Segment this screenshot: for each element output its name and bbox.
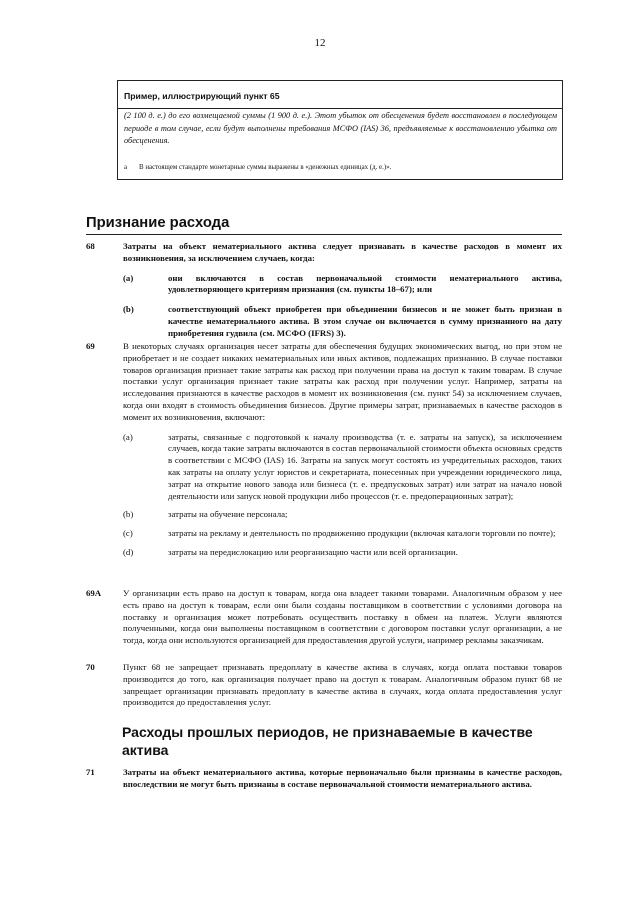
- paragraph-70: [86, 662, 562, 709]
- example-body: (2 100 д. е.) до его возмещаемой суммы (1 900 д. е.). Этот убыток от обесценения будет восстановлен в последующем периоде в том случае, если будут выполнены требования МСФО (IAS) 36, предъявляемые к восстановлению убытка от обесценения.: [124, 111, 557, 146]
- subitem-b: [86, 509, 562, 521]
- paragraph-text: В некоторых случаях организация несет затраты для обеспечения будущих экономических выгод, но при этом не приобретает и не создает никаких нематериальных или иных активов, подлежащих признанию. В случае поставки товаров организация признает такие затраты как расход при получении права на доступ к таким товарам. В случае поставки услуг организация признает такие затраты как расход при получении услуг. Например, затраты на исследования признаются в качестве расходов в момент их возникновения (см. пункт 54) за исключением случаев, когда они входят в стоимость объединения бизнесов. Другие примеры затрат, признаваемых в качестве расходов в момент их возникновения, включают:: [123, 341, 562, 422]
- subitem-text: затраты на рекламу и деятельность по продвижению продукции (включая каталоги торговли по почте);: [168, 528, 556, 539]
- example-box: [117, 80, 563, 180]
- paragraph-71: [86, 767, 562, 791]
- subitem-label: (а): [123, 431, 133, 442]
- subitem-text: затраты на обучение персонала;: [168, 509, 288, 520]
- subitem-text: затраты, связанные с подготовкой к началу производства (т. е. затраты на запуск), за исключением случаев, когда такие затраты включаются в состав первоначальной стоимости объекта основных средств в соответствии с МСФО (IAS) 16. Затраты на запуск могут состоять из учредительных расходов, таких как затраты на оплату услуг юристов и секретариата, понесенных при учреждении юридического лица, затрат на открытие нового завода или бизнеса (т. е. предпусковых затрат) или затрат на начало новой деятельности или запуск новой продукции либо процессов (т. е. предоперационных затрат);: [168, 431, 562, 501]
- paragraph-number: 71: [86, 767, 95, 777]
- section-heading-past-expenses: Расходы прошлых периодов, не признаваемые в качестве актива: [122, 724, 533, 758]
- subitem-c: [86, 528, 562, 540]
- subitem-label: (d): [123, 546, 134, 557]
- subitem-label: (b): [123, 509, 134, 520]
- subitem-text: они включаются в состав первоначальной стоимости нематериального актива, удовлетворяющего критериям признания (см. пункты 18–67); или: [168, 272, 562, 295]
- paragraph-number: 69: [86, 341, 95, 351]
- paragraph-69a: [86, 588, 562, 647]
- paragraph-text: Затраты на объект нематериального актива следует признавать в качестве расходов в момент их возникновения, за исключением случаев, когда:: [123, 241, 562, 263]
- paragraph-number: 69A: [86, 588, 102, 598]
- page-number: 12: [314, 37, 326, 49]
- subitem-a: [86, 432, 562, 503]
- footnote-mark: а: [124, 164, 128, 171]
- subitem-d: [86, 547, 562, 559]
- footnote-text: В настоящем стандарте монетарные суммы выражены в «денежных единицах (д. е.)».: [139, 164, 392, 171]
- subitem-label: (b): [123, 304, 134, 315]
- paragraph-68: [86, 241, 562, 340]
- example-footnote: [124, 163, 557, 172]
- subitem-label: (а): [123, 272, 134, 283]
- paragraph-text: У организации есть право на доступ к товарам, когда она владеет такими товарами. Аналогичным образом у нее есть право на доступ к товарам, если они были созданы поставщиком в соответствии с условиями договора на поставку и организация может потребовать осуществить поставку в обмен на платеж. Услуги являются полученными, когда они выполнены поставщиком в соответствии с договором поставки услуг организации, а не тогда, когда они используются организацией для предоставления другой услуги, например рекламы заказчикам.: [123, 588, 562, 646]
- subitem-b: [86, 304, 562, 339]
- subitem-text: соответствующий объект приобретен при объединении бизнесов и не может быть признан в качестве нематериального актива. В этом случае он включается в сумму признанного на дату приобретения гудвила (см. МСФО (IFRS) 3).: [168, 304, 562, 338]
- paragraph-number: 70: [86, 662, 95, 672]
- example-title: Пример, иллюстрирующий пункт 65: [124, 91, 280, 101]
- subitem-a: [86, 273, 562, 297]
- subitem-label: (c): [123, 528, 133, 539]
- section-heading-expense-recognition: Признание расхода: [86, 213, 562, 235]
- paragraph-text: Затраты на объект нематериального актива, которые первоначально были признаны в качестве расходов, впоследствии не могут быть признаны в составе первоначальной стоимости нематериального актива.: [123, 767, 562, 789]
- paragraph-number: 68: [86, 241, 95, 251]
- subitem-text: затраты на передислокацию или реорганизацию части или всей организации.: [168, 546, 458, 557]
- paragraph-text: Пункт 68 не запрещает признавать предоплату в качестве актива в случаях, когда оплата поставки товаров производится до того, как организация получает право на доступ к товарам. Аналогичным образом пункт 68 не запрещает организации признавать предоплату в качестве актива в случаях, когда оплата предоставления услуг производится до предоставления услуг.: [123, 662, 562, 708]
- paragraph-69: [86, 341, 562, 559]
- example-divider: [118, 108, 562, 109]
